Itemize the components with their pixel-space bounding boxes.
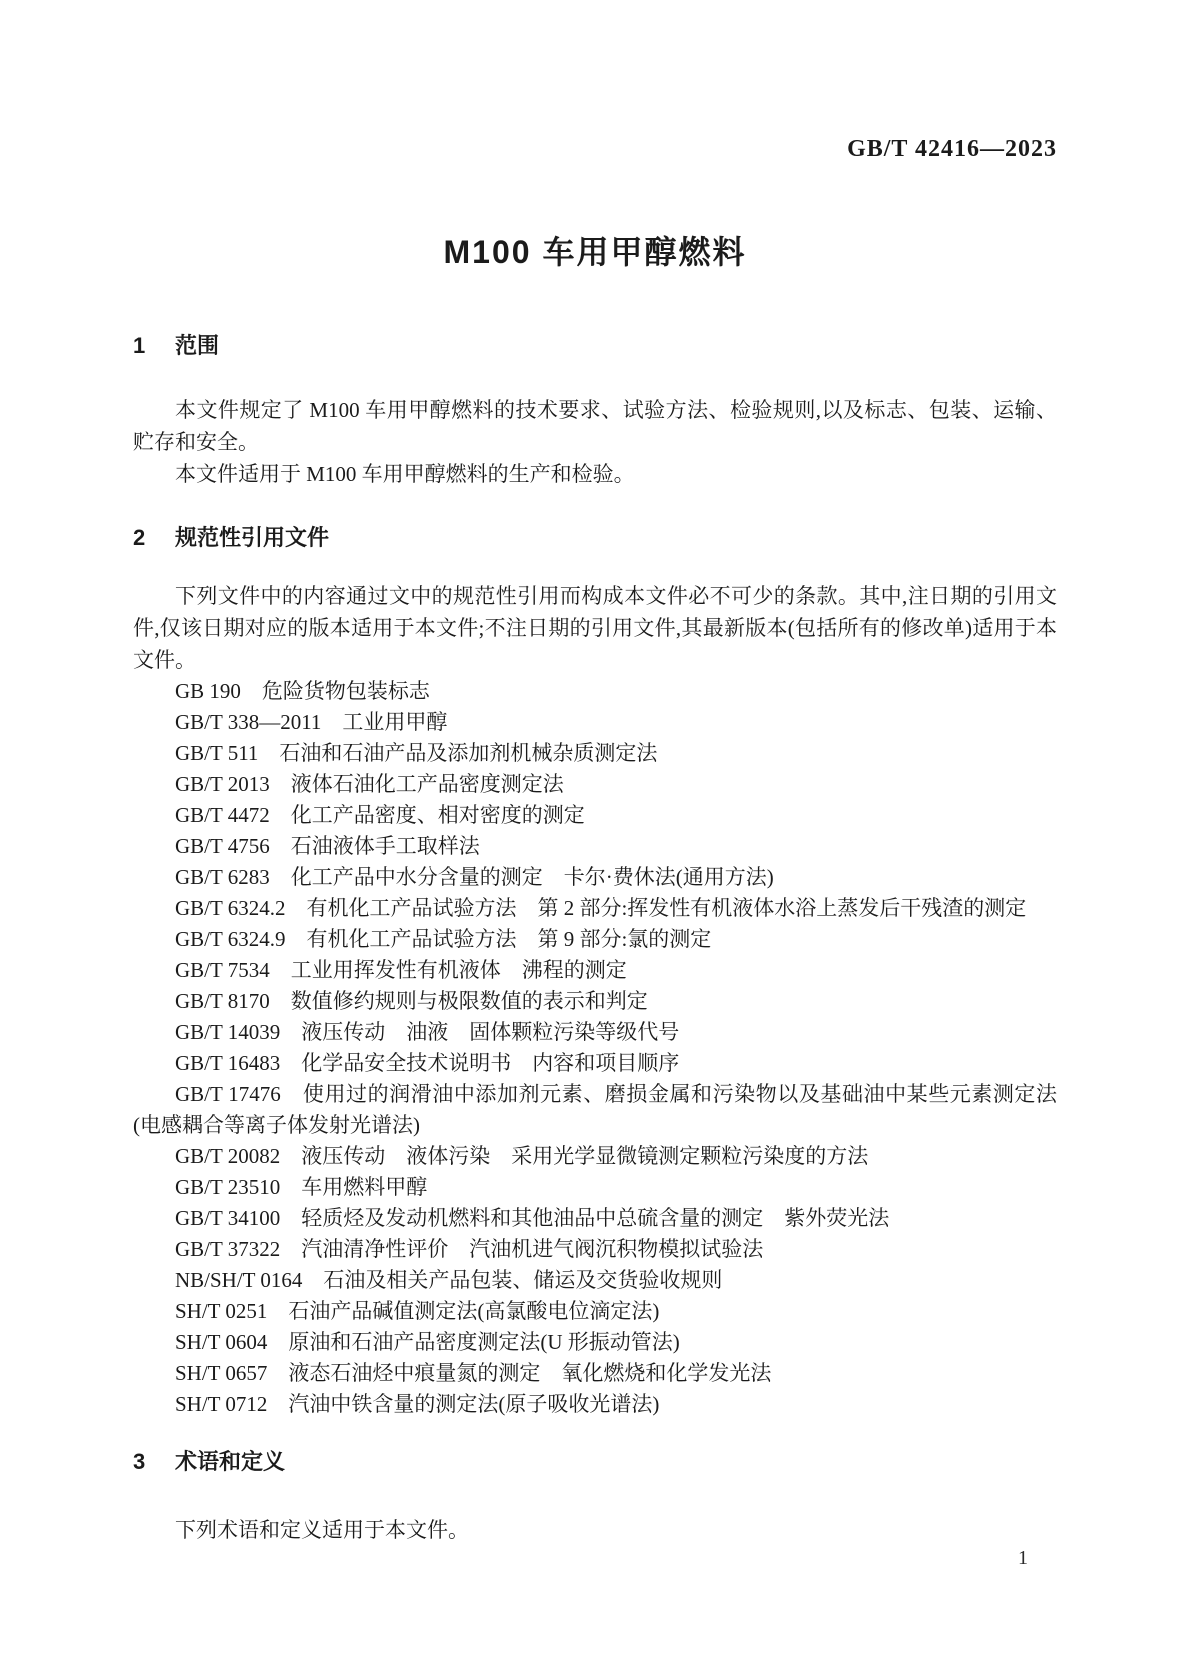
reference-item: GB/T 7534 工业用挥发性有机液体 沸程的测定 — [175, 958, 627, 982]
section-1-number: 1 — [133, 333, 146, 358]
section-2-title: 规范性引用文件 — [174, 525, 329, 550]
reference-item: GB/T 14039 液压传动 油液 固体颗粒污染等级代号 — [175, 1020, 680, 1044]
reference-item: GB/T 511 石油和石油产品及添加剂机械杂质测定法 — [175, 741, 658, 765]
page-number: 1 — [1018, 1547, 1028, 1569]
reference-item: GB/T 34100 轻质烃及发动机燃料和其他油品中总硫含量的测定 紫外荧光法 — [175, 1206, 890, 1230]
reference-item: GB/T 2013 液体石油化工产品密度测定法 — [175, 772, 564, 796]
reference-item: GB/T 338—2011 工业用甲醇 — [175, 710, 448, 734]
section-3-intro: 下列术语和定义适用于本文件。 — [175, 1518, 469, 1542]
section-1-paragraph: 本文件规定了 M100 车用甲醇燃料的技术要求、试验方法、检验规则,以及标志、包装、运输、贮存和安全。 — [133, 398, 1057, 454]
standard-code-header: GB/T 42416—2023 — [847, 136, 1057, 162]
reference-item: SH/T 0657 液态石油烃中痕量氮的测定 氧化燃烧和化学发光法 — [175, 1361, 772, 1385]
reference-item: SH/T 0251 石油产品碱值测定法(高氯酸电位滴定法) — [175, 1299, 660, 1323]
reference-item: GB/T 6324.2 有机化工产品试验方法 第 2 部分:挥发性有机液体水浴上蒸发后干残渣的测定 — [175, 896, 1027, 920]
reference-item: GB/T 4756 石油液体手工取样法 — [175, 834, 480, 858]
section-3-title: 术语和定义 — [174, 1449, 285, 1474]
normative-references-list — [133, 676, 1057, 1420]
reference-item: GB/T 6324.9 有机化工产品试验方法 第 9 部分:氯的测定 — [175, 927, 712, 951]
reference-item: SH/T 0604 原油和石油产品密度测定法(U 形振动管法) — [175, 1330, 680, 1354]
reference-item: NB/SH/T 0164 石油及相关产品包装、储运及交货验收规则 — [175, 1268, 723, 1292]
reference-item: SH/T 0712 汽油中铁含量的测定法(原子吸收光谱法) — [175, 1392, 660, 1416]
section-1-heading — [133, 334, 1057, 358]
document-title: M100 车用甲醇燃料 — [443, 234, 747, 270]
reference-item: GB/T 8170 数值修约规则与极限数值的表示和判定 — [175, 989, 648, 1013]
section-2-number: 2 — [133, 525, 146, 550]
reference-item: GB/T 6283 化工产品中水分含量的测定 卡尔·费休法(通用方法) — [175, 865, 774, 889]
section-3-heading — [133, 1450, 1057, 1474]
section-2-heading — [133, 526, 1057, 550]
section-1-title: 范围 — [174, 333, 219, 358]
reference-item: GB/T 20082 液压传动 液体污染 采用光学显微镜测定颗粒污染度的方法 — [175, 1144, 869, 1168]
reference-item: GB 190 危险货物包装标志 — [175, 679, 430, 703]
section-2-intro: 下列文件中的内容通过文中的规范性引用而构成本文件必不可少的条款。其中,注日期的引用文件,仅该日期对应的版本适用于本文件;不注日期的引用文件,其最新版本(包括所有的修改单)适用于本文件。 — [133, 584, 1057, 672]
reference-item: GB/T 17476 使用过的润滑油中添加剂元素、磨损金属和污染物以及基础油中某些元素测定法(电感耦合等离子体发射光谱法) — [133, 1082, 1057, 1137]
reference-item: GB/T 37322 汽油清净性评价 汽油机进气阀沉积物模拟试验法 — [175, 1237, 764, 1261]
section-3-number: 3 — [133, 1449, 146, 1474]
reference-item: GB/T 23510 车用燃料甲醇 — [175, 1175, 428, 1199]
reference-item: GB/T 4472 化工产品密度、相对密度的测定 — [175, 803, 585, 827]
reference-item: GB/T 16483 化学品安全技术说明书 内容和项目顺序 — [175, 1051, 680, 1075]
section-1-paragraph: 本文件适用于 M100 车用甲醇燃料的生产和检验。 — [175, 462, 635, 486]
